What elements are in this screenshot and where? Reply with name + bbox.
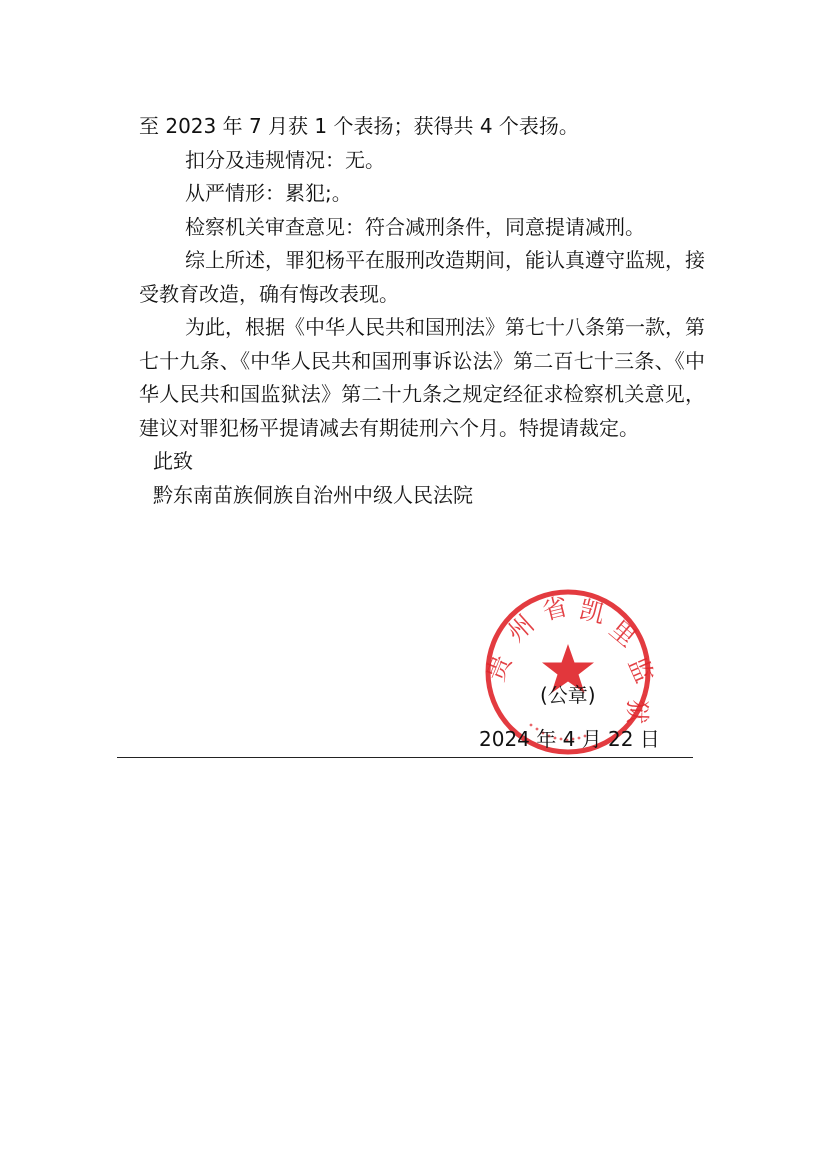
- document-date: 2024 年 4 月 22 日: [479, 727, 660, 751]
- document-body: [139, 110, 705, 512]
- svg-text:贵: 贵: [480, 651, 517, 686]
- svg-text:凯: 凯: [576, 594, 608, 629]
- paragraph-summary: 综上所述，罪犯杨平在服刑改造期间，能认真遵守监规，接受教育改造，确有悔改表现。: [139, 248, 705, 306]
- paragraph-legal-basis: 为此，根据《中华人民共和国刑法》第七十八条第一款，第七十九条、《中华人民共和国刑事诉讼法》第二百七十三条、《中华人民共和国监狱法》第二十九条之规定经征求检察机关意见，建议对罪犯杨平提请减去有期徒刑六个月。特提请裁定。: [139, 315, 705, 440]
- svg-text:里: 里: [604, 614, 642, 653]
- salutation: 此致: [153, 449, 193, 473]
- paragraph-deductions: 扣分及违规情况：无。: [185, 147, 385, 172]
- addressee: 黔东南苗族侗族自治州中级人民法院: [153, 482, 473, 507]
- seal-caption: (公章): [540, 683, 596, 707]
- svg-text:州: 州: [501, 609, 540, 648]
- paragraph-commendations: 至 2023 年 7 月获 1 个表扬；获得共 4 个表扬。: [139, 114, 579, 138]
- paragraph-strict-circumstances: 从严情形：累犯;。: [185, 181, 352, 205]
- svg-text:省: 省: [539, 591, 571, 626]
- paragraph-procuratorate-opinion: 检察机关审查意见：符合减刑条件，同意提请减刑。: [185, 214, 645, 239]
- svg-text:狱: 狱: [622, 698, 652, 725]
- bottom-divider: [117, 757, 693, 758]
- svg-text:监: 监: [622, 652, 660, 688]
